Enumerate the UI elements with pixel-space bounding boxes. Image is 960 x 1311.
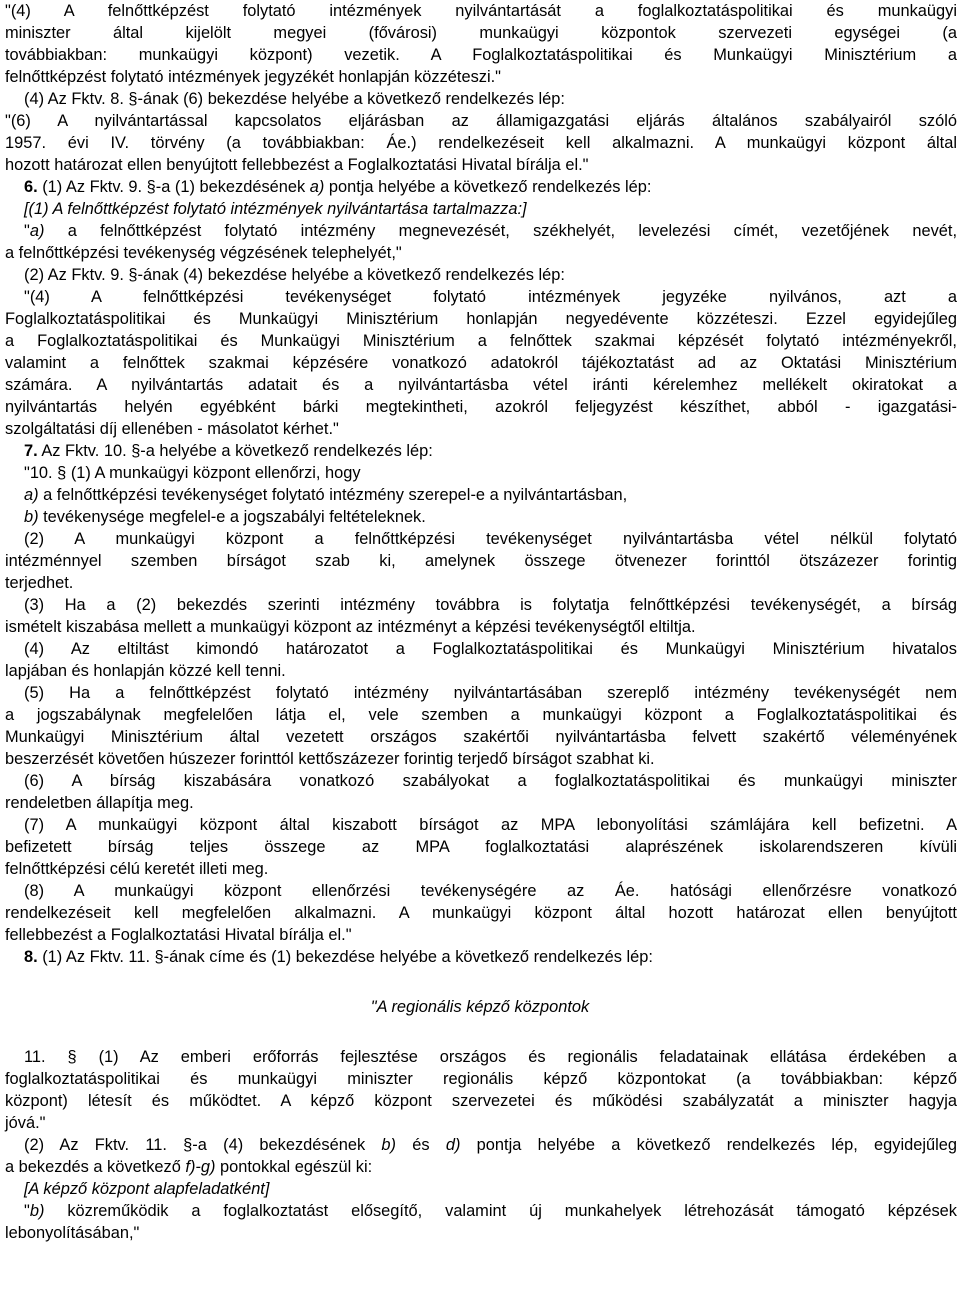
text-line: befizetett bírság teljes összege az MPA foglalkoztatási alaprészének iskolarendszeren kívüli xyxy=(5,838,957,856)
text-line: (2) A munkaügyi központ a felnőttképzési tevékenységet nyilvántartásba vétel nélkül folytató xyxy=(24,530,957,548)
text-line: lapjában és honlapján közzé kell tenni. xyxy=(5,662,286,680)
section-number: 7. xyxy=(24,442,38,460)
text-line: a) a felnőttképzési tevékenységet folytató intézmény szerepel-e a nyilvántartásban, xyxy=(24,486,628,504)
text-line: terjedhet. xyxy=(5,574,74,592)
text-line: (8) A munkaügyi központ ellenőrzési tevékenységére az Áe. hatósági ellenőrzésre vonatkozó xyxy=(24,882,957,900)
text-line: (7) A munkaügyi központ által kiszabott bírságot az MPA lebonyolítási számlájára kell befizetni. A xyxy=(24,816,957,834)
text-line: hozott határozat ellen benyújtott fellebbezést a Foglalkoztatási Hivatal bírálja el." xyxy=(5,156,589,174)
text-line: rendeletben állapítja meg. xyxy=(5,794,194,812)
section-heading-line: 7. Az Fktv. 10. §-a helyébe a következő rendelkezés lép: xyxy=(24,442,433,460)
text-line: intézménnyel szemben bírságot szab ki, amelynek összege ötvenezer forinttól ötszázezer forintig xyxy=(5,552,957,570)
text-line: 11. § (1) Az emberi erőforrás fejlesztése országos és regionális feladatainak ellátása érdekében a xyxy=(24,1048,957,1066)
text-line: [A képző központ alapfeladatként] xyxy=(24,1180,270,1198)
text-line: b) tevékenysége megfelel-e a jogszabályi feltételeknek. xyxy=(24,508,426,526)
text-line: számára. A nyilvántartás adatait és a nyilvántartásba vétel iránti kérelemhez mellékelt okiratokat a xyxy=(5,376,957,394)
text-line: "(6) A nyilvántartással kapcsolatos eljárásban az államigazgatási eljárás általános szabályairól szóló xyxy=(5,112,957,130)
text-line: [(1) A felnőttképzést folytató intézmények nyilvántartása tartalmazza:] xyxy=(24,200,527,218)
text-line: "(4) A felnőttképzési tevékenységet folytató intézmények jegyzéke nyilvános, azt a xyxy=(24,288,957,306)
section-title: "A regionális képző központok xyxy=(370,998,590,1016)
text-line: rendelkezéseit kell megfelelően alkalmazni. A munkaügyi központ által hozott határozat ellen benyújtott xyxy=(5,904,957,922)
text-line: miniszter által kijelölt megyei (fővárosi) munkaügyi központok szervezeti egységei (a xyxy=(5,24,957,42)
text-line: (6) A bírság kiszabására vonatkozó szabályokat a foglalkoztatáspolitikai és munkaügyi miniszter xyxy=(24,772,957,790)
text-line: szolgáltatási díj ellenében - másolatot kérhet." xyxy=(5,420,339,438)
text-line: 1957. évi IV. törvény (a továbbiakban: Áe.) rendelkezéseit kell alkalmazni. A munkaügyi központ által xyxy=(5,134,957,152)
text-line: "(4) A felnőttképzést folytató intézmények nyilvántartását a foglalkoztatáspolitikai és munkaügyi xyxy=(5,2,957,20)
text-line: "a) a felnőttképzést folytató intézmény megnevezését, székhelyét, levelezési címét, vezetőjének nevét, xyxy=(24,222,957,240)
text-line: beszerzését követően húszezer forinttól kettőszázezer forintig terjedő bírságot szabhat ki. xyxy=(5,750,655,768)
text-line: jóvá." xyxy=(5,1114,46,1132)
text-line: Munkaügyi Minisztérium által vezetett országos szakértői nyilvántartásba felvett szakértő véleményének xyxy=(5,728,957,746)
text-line: fellebbezést a Foglalkoztatási Hivatal bírálja el." xyxy=(5,926,352,944)
text-line: nyilvántartás helyén egyébként bárki megtekintheti, azokról feljegyzést készíthet, abból - igazgatási- xyxy=(5,398,957,416)
text-line: lebonyolításában," xyxy=(5,1224,140,1242)
section-heading-line: 6. (1) Az Fktv. 9. §-a (1) bekezdésének a) pontja helyébe a következő rendelkezés lép: xyxy=(24,178,652,196)
text-line: Foglalkoztatáspolitikai és Munkaügyi Minisztérium honlapján negyedévente közzéteszi. Ezzel egyidejűleg xyxy=(5,310,957,328)
section-number: 8. xyxy=(24,948,38,966)
text-line: felnőttképzést folytató intézmények jegyzékét honlapján közzéteszi." xyxy=(5,68,501,86)
text-line: (4) Az Fktv. 8. §-ának (6) bekezdése helyébe a következő rendelkezés lép: xyxy=(24,90,565,108)
text-line: valamint a felnőttek szakmai képzésére vonatkozó adatokról tájékoztatást ad az Oktatási Minisztérium xyxy=(5,354,957,372)
text-line: a Foglalkoztatáspolitikai és Munkaügyi Minisztérium a felnőttek szakmai képzését folytató intézményekről, xyxy=(5,332,957,350)
text-line: továbbiakban: munkaügyi központ) vezetik. A Foglalkoztatáspolitikai és Munkaügyi Minisztérium a xyxy=(5,46,957,64)
section-number: 6. xyxy=(24,178,38,196)
section-heading-line: 8. (1) Az Fktv. 11. §-ának címe és (1) bekezdése helyébe a következő rendelkezés lép: xyxy=(24,948,653,966)
text-line: foglalkoztatáspolitikai és munkaügyi miniszter regionális képző központokat (a továbbiakban: képző xyxy=(5,1070,957,1088)
text-line: a jogszabálynak megfelelően látja el, vele szemben a munkaügyi központ a Foglalkoztatáspolitikai és xyxy=(5,706,957,724)
text-line: a felnőttképzési tevékenység végzésének telephelyét," xyxy=(5,244,402,262)
text-line: felnőttképzési célú keretét illeti meg. xyxy=(5,860,269,878)
text-line: (2) Az Fktv. 9. §-ának (4) bekezdése helyébe a következő rendelkezés lép: xyxy=(24,266,565,284)
text-line: központ) létesít és működtet. A képző központ szervezetei és működési szabályzatát a miniszter hagyja xyxy=(5,1092,957,1110)
text-line: (2) Az Fktv. 11. §-a (4) bekezdésének b) és d) pontja helyébe a következő rendelkezés lép, egyidejűleg xyxy=(24,1136,957,1154)
text-line: (3) Ha a (2) bekezdés szerinti intézmény továbbra is folytatja felnőttképzési tevékenységét, a bírság xyxy=(24,596,957,614)
text-line: "b) közreműködik a foglalkoztatást elősegítő, valamint új munkahelyek létrehozását támogató képzések xyxy=(24,1202,957,1220)
text-line: "10. § (1) A munkaügyi központ ellenőrzi, hogy xyxy=(24,464,361,482)
text-line: (5) Ha a felnőttképzést folytató intézmény nyilvántartásában szereplő intézmény tevékenységét nem xyxy=(24,684,957,702)
text-line: ismételt kiszabása mellett a munkaügyi központ az intézményt a képzési tevékenységtől eltiltja. xyxy=(5,618,696,636)
text-line: (4) Az eltiltást kimondó határozatot a Foglalkoztatáspolitikai és Munkaügyi Minisztérium hivatalos xyxy=(24,640,957,658)
text-line: a bekezdés a következő f)-g) pontokkal egészül ki: xyxy=(5,1158,373,1176)
